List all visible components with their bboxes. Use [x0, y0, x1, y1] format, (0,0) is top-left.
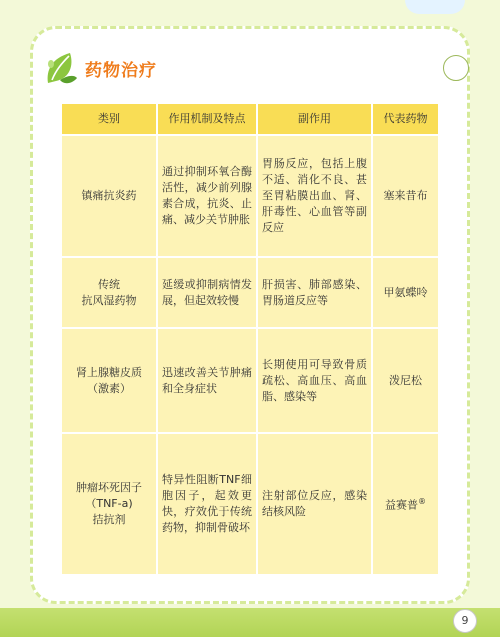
category-text: （TNF-a) [85, 497, 133, 510]
mechanism-cell: 迅速改善关节肿痛和全身症状 [157, 328, 257, 433]
category-text: 传统 [98, 277, 120, 291]
medication-table-container [60, 102, 438, 576]
category-cell [61, 257, 157, 328]
category-text: 镇痛抗炎药 [81, 189, 137, 202]
drug-name: 塞来昔布 [383, 189, 428, 202]
side-effects-cell: 长期使用可导致骨质疏松、高血压、高血脂、感染等 [257, 328, 372, 433]
page-number: 9 [453, 609, 477, 633]
mechanism-cell: 通过抑制环氧合酶活性，减少前列腺素合成，抗炎、止痛、减少关节肿胀 [157, 135, 257, 257]
decorative-circle [443, 55, 469, 81]
category-text: 抗风湿药物 [81, 293, 137, 307]
table-row [61, 135, 439, 257]
page-title: 药物治疗 [85, 61, 157, 81]
drug-cell [372, 328, 439, 433]
category-text: 肾上腺糖皮质 [76, 365, 142, 379]
table-header-row [61, 103, 439, 135]
mechanism-cell: 延缓或抑制病情发展，但起效较慢 [157, 257, 257, 328]
header-side-effects: 副作用 [257, 103, 372, 135]
drug-cell [372, 135, 439, 257]
drug-name: 泼尼松 [389, 373, 422, 387]
table-row [61, 433, 439, 575]
registered-mark: ® [418, 497, 426, 507]
side-effects-cell: 肝损害、肺部感染、胃肠道反应等 [257, 257, 372, 328]
category-cell [61, 328, 157, 433]
decorative-corner-shape [405, 0, 465, 14]
drug-name: 甲氨蝶呤 [383, 285, 428, 299]
header-drug: 代表药物 [372, 103, 439, 135]
drug-name: 益赛普 [385, 498, 418, 512]
category-text: 拮抗剂 [92, 513, 126, 526]
drug-cell [372, 433, 439, 575]
side-effects-cell: 注射部位反应，感染结核风险 [257, 433, 372, 575]
category-cell [61, 433, 157, 575]
category-text: （激素） [87, 381, 131, 395]
header-category: 类别 [61, 103, 157, 135]
side-effects-cell: 胃肠反应，包括上腹不适、消化不良、甚至胃粘膜出血、肾、肝毒性、心血管等副反应 [257, 135, 372, 257]
leaf-icon [44, 50, 78, 86]
drug-cell [372, 257, 439, 328]
header-mechanism: 作用机制及特点 [157, 103, 257, 135]
medication-table [60, 102, 440, 576]
category-text: 肿瘤坏死因子 [76, 481, 142, 494]
category-cell [61, 135, 157, 257]
footer-bar [0, 608, 500, 637]
table-row [61, 257, 439, 328]
mechanism-cell: 特异性阻断TNF细胞因子，起效更快，疗效优于传统药物，抑制骨破坏 [157, 433, 257, 575]
table-row [61, 328, 439, 433]
